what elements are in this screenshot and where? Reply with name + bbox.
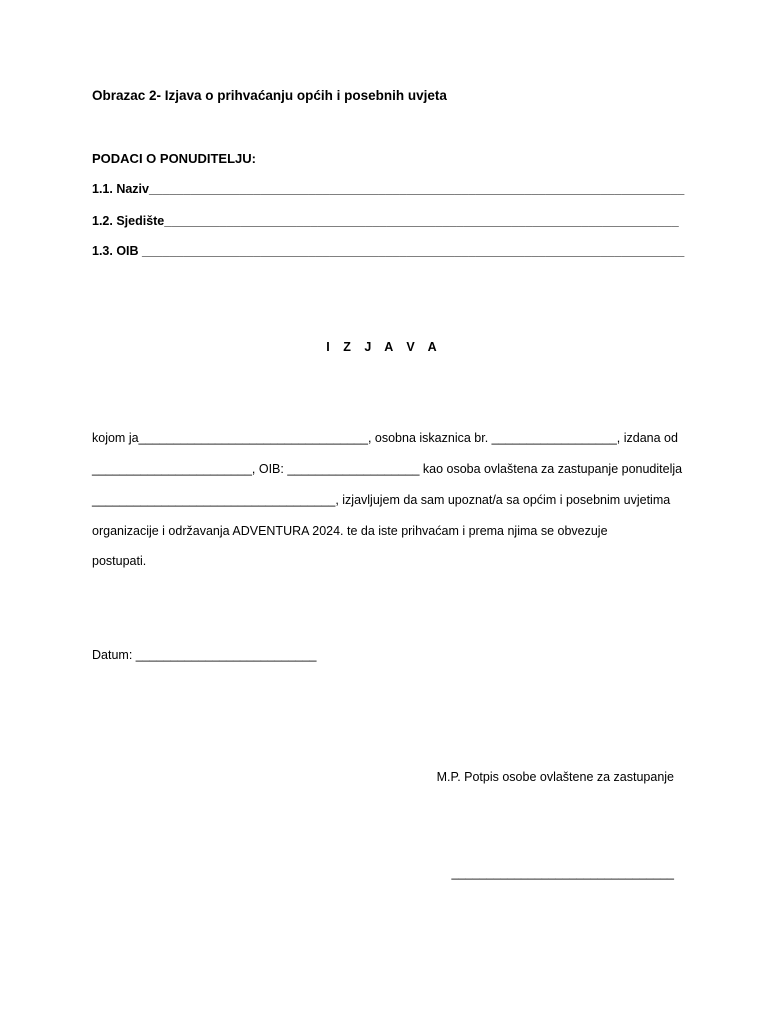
statement-line: kojom ja_________________________________, osobna iskaznica br. __________________, izdana od (92, 431, 678, 445)
statement-heading: I Z J A V A (326, 340, 442, 354)
signature-label: M.P. Potpis osobe ovlaštene za zastupanje (436, 770, 674, 784)
signature-line: ________________________________ (451, 866, 674, 880)
statement-line: organizacije i održavanja ADVENTURA 2024. te da iste prihvaćam i prema njima se obvezuje (92, 524, 608, 538)
statement-line: _______________________, OIB: ___________________ kao osoba ovlaštena za zastupanje ponuditelja (92, 462, 683, 476)
document-title: Obrazac 2- Izjava o prihvaćanju općih i posebnih uvjeta (92, 88, 447, 103)
statement-line: postupati. (92, 554, 147, 568)
field-oib: 1.3. OIB ______________________________________________________________________________ (92, 244, 685, 258)
bidder-data-heading: PODACI O PONUDITELJU: (92, 151, 256, 166)
statement-line: ___________________________________, izjavljujem da sam upoznat/a sa općim i posebnim uvjetima (92, 493, 671, 507)
field-seat: 1.2. Sjedište__________________________________________________________________________ (92, 214, 679, 228)
date-line: Datum: __________________________ (92, 648, 317, 662)
field-name: 1.1. Naziv_____________________________________________________________________________ (92, 182, 685, 196)
